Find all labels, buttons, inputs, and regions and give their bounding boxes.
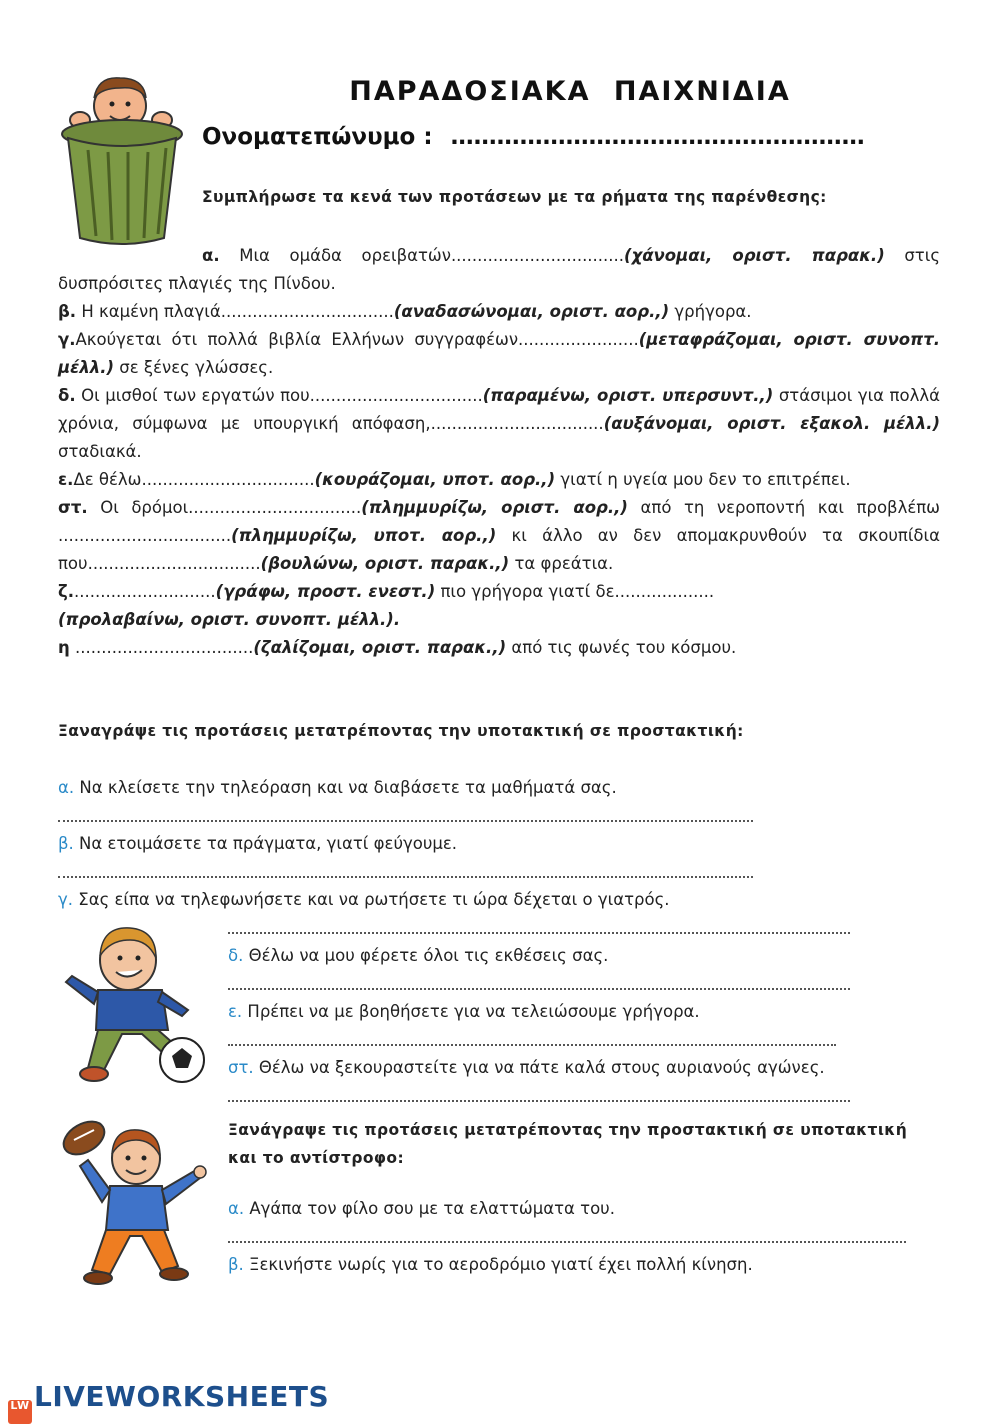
item-label: γ.	[58, 890, 74, 909]
list-item	[58, 326, 940, 382]
item-text: στις δυσπρόσιτες πλαγιές της Πίνδου.	[58, 246, 941, 293]
list-item	[58, 890, 670, 909]
list-item	[228, 1255, 753, 1274]
list-item	[58, 778, 617, 797]
item-text: γρήγορα.	[674, 302, 752, 321]
item-text: Ξεκινήστε νωρίς για το αεροδρόμιο γιατί έχει πολλή κίνηση.	[249, 1255, 753, 1274]
list-item	[58, 242, 940, 298]
list-item	[228, 1199, 615, 1218]
verb-hint: (πλημμυρίζω, υποτ. αορ.,)	[231, 526, 497, 545]
liveworksheets-logo[interactable]	[8, 1380, 329, 1424]
item-label: ζ.	[58, 582, 75, 601]
answer-line[interactable]	[228, 1044, 836, 1046]
worksheet-title: ΠΑΡΑΔΟΣΙΑΚΑ ΠΑΙΧΝΙΔΙΑ	[349, 76, 791, 107]
item-label: α.	[202, 246, 220, 265]
exercise-1-block	[58, 242, 940, 662]
logo-text: LIVEWORKSHEETS	[34, 1380, 330, 1413]
item-label: δ.	[228, 946, 244, 965]
list-item	[228, 1002, 700, 1021]
item-text[interactable]: στάσιμοι για πολλά χρόνια, σύμφωνα με υπουργική απόφαση,.................................	[58, 386, 940, 433]
name-label: Ονοματεπώνυμο :	[202, 124, 433, 150]
verb-hint: (μεταφράζομαι, οριστ. συνοπτ. μέλλ.)	[58, 330, 940, 377]
verb-hint: (πλημμυρίζω, οριστ. αορ.,)	[361, 498, 628, 517]
item-text: Να κλείσετε την τηλεόραση και να διαβάσετε τα μαθήματά σας.	[79, 778, 617, 797]
list-item	[228, 1058, 825, 1077]
name-field-label	[202, 124, 865, 150]
item-text[interactable]: πιο γρήγορα γιατί δε...................	[440, 582, 715, 601]
verb-hint: (αυξάνομαι, οριστ. εξακολ. μέλλ.)	[603, 414, 940, 433]
item-text: σε ξένες γλώσσες.	[119, 358, 274, 377]
verb-hint: (προλαβαίνω, οριστ. συνοπτ. μέλλ.).	[58, 610, 401, 629]
list-item	[58, 634, 940, 662]
item-label: η	[58, 638, 70, 657]
item-text[interactable]: Οι δρόμοι.................................	[100, 498, 362, 517]
section3-instruction	[228, 1116, 907, 1172]
verb-hint: (βουλώνω, οριστ. παρακ.,)	[260, 554, 510, 573]
item-text[interactable]: από τη νεροποντή και προβλέπω .................................	[58, 498, 940, 545]
item-label: β.	[228, 1255, 244, 1274]
item-label: α.	[228, 1199, 245, 1218]
section3-instruction-line1: Ξανάγραψε τις προτάσεις μετατρέποντας την προστακτική σε υποτακτική	[228, 1121, 908, 1139]
section3-instruction-line2: και το αντίστροφο:	[228, 1149, 405, 1167]
item-text: από τις φωνές του κόσμου.	[511, 638, 737, 657]
list-item	[58, 382, 940, 466]
item-text[interactable]: ..................................	[69, 638, 254, 657]
answer-line[interactable]	[58, 876, 753, 878]
item-text[interactable]: Μια ομάδα ορειβατών.................................	[239, 246, 625, 265]
item-text[interactable]: Ακούγεται ότι πολλά βιβλία Ελλήνων συγγραφέων.......................	[75, 330, 639, 349]
name-blank[interactable]: ………………………………………………	[450, 124, 865, 150]
answer-line[interactable]	[228, 932, 850, 934]
item-text: Σας είπα να τηλεφωνήσετε και να ρωτήσετε τι ώρα δέχεται ο γιατρός.	[78, 890, 670, 909]
item-text[interactable]: Οι μισθοί των εργατών που.................................	[81, 386, 483, 405]
list-item	[58, 834, 457, 853]
football-boy-illustration	[58, 1112, 208, 1292]
item-label: ε.	[58, 470, 74, 489]
list-item	[58, 578, 940, 634]
item-text[interactable]: ...........................	[74, 582, 216, 601]
item-label: γ.	[58, 330, 76, 349]
item-text: Θέλω να μου φέρετε όλοι τις εκθέσεις σας.	[248, 946, 609, 965]
item-label: δ.	[58, 386, 76, 405]
verb-hint: (χάνομαι, οριστ. παρακ.)	[624, 246, 885, 265]
section2-instruction: Ξαναγράψε τις προτάσεις μετατρέποντας την υποτακτική σε προστακτική:	[58, 722, 744, 740]
item-label: στ.	[58, 498, 88, 517]
answer-line[interactable]	[228, 1241, 906, 1243]
list-item	[58, 466, 940, 494]
item-text: σταδιακά.	[58, 442, 142, 461]
verb-hint: (παραμένω, οριστ. υπερσυντ.,)	[482, 386, 774, 405]
item-label: ε.	[228, 1002, 243, 1021]
list-item	[228, 946, 608, 965]
verb-hint: (γράφω, προστ. ενεστ.)	[215, 582, 436, 601]
item-text: Πρέπει να με βοηθήσετε για να τελειώσουμε γρήγορα.	[247, 1002, 700, 1021]
item-text[interactable]: κι άλλο αν δεν απομακρυνθούν τα σκουπίδια που.................................	[58, 526, 940, 573]
logo-icon: LW	[8, 1400, 32, 1424]
item-text: Να ετοιμάσετε τα πράγματα, γιατί φεύγουμε.	[79, 834, 458, 853]
soccer-boy-illustration	[58, 918, 208, 1088]
item-text: τα φρεάτια.	[514, 554, 614, 573]
section1-instruction: Συμπλήρωσε τα κενά των προτάσεων με τα ρήματα της παρένθεσης:	[202, 188, 827, 206]
item-text[interactable]: Δε θέλω.................................	[73, 470, 315, 489]
item-label: β.	[58, 834, 74, 853]
verb-hint: (κουράζομαι, υποτ. αορ.,)	[314, 470, 556, 489]
list-item	[58, 494, 940, 578]
answer-line[interactable]	[58, 820, 753, 822]
item-text: Θέλω να ξεκουραστείτε για να πάτε καλά στους αυριανούς αγώνες.	[258, 1058, 825, 1077]
item-label: α.	[58, 778, 75, 797]
answer-line[interactable]	[228, 1100, 850, 1102]
verb-hint: (αναδασώνομαι, οριστ. αορ.,)	[393, 302, 670, 321]
item-text[interactable]: Η καμένη πλαγιά.................................	[81, 302, 394, 321]
list-item	[58, 298, 940, 326]
verb-hint: (ζαλίζομαι, οριστ. παρακ.,)	[253, 638, 507, 657]
item-label: στ.	[228, 1058, 254, 1077]
item-text: γιατί η υγεία μου δεν το επιτρέπει.	[560, 470, 851, 489]
item-text: Αγάπα τον φίλο σου με τα ελαττώματα του.	[249, 1199, 615, 1218]
answer-line[interactable]	[228, 988, 850, 990]
item-label: β.	[58, 302, 77, 321]
